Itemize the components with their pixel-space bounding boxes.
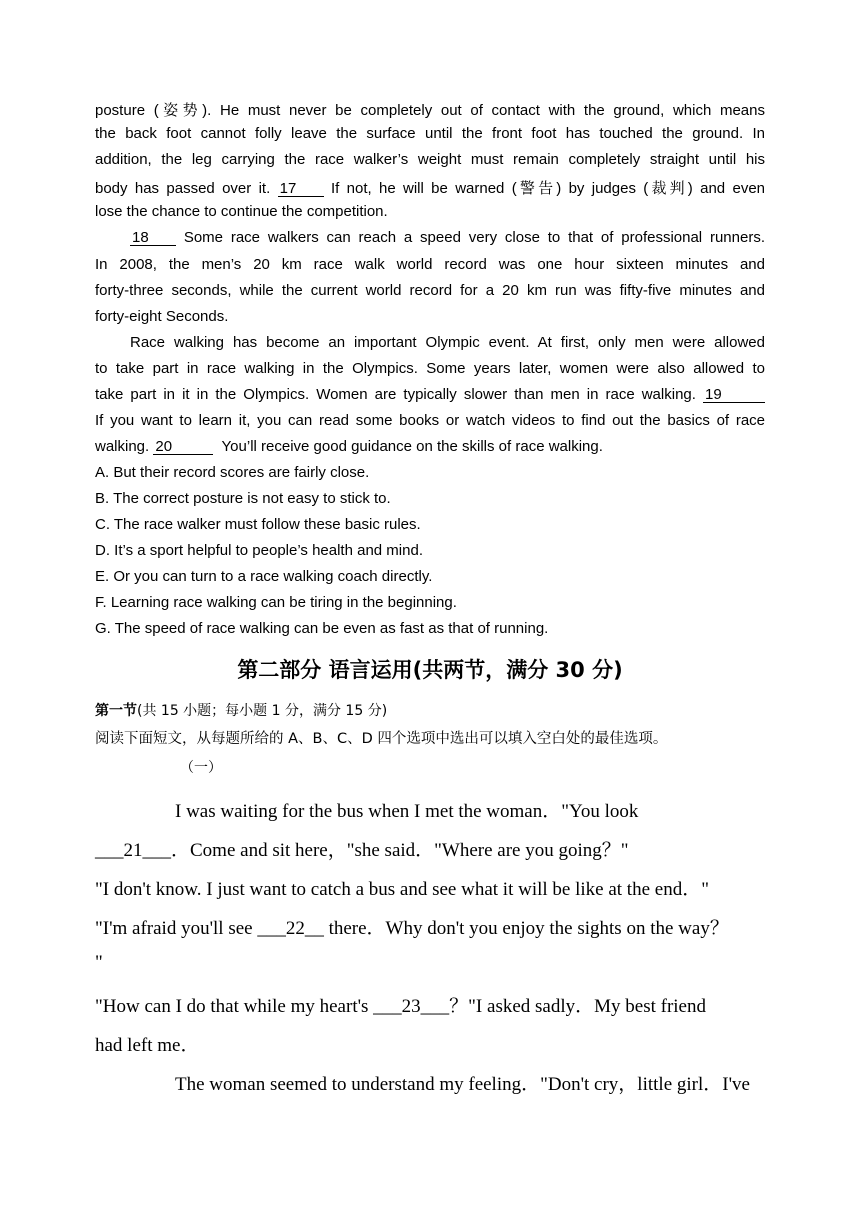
passage-number: （一） bbox=[180, 760, 222, 776]
option-a: A. But their record scores are fairly close. bbox=[95, 464, 370, 481]
passage-line bbox=[95, 386, 765, 403]
answer-blank-18: 18 bbox=[130, 231, 176, 246]
section-label: 第一节 bbox=[95, 703, 137, 719]
story-line: had left me． bbox=[95, 1035, 200, 1056]
answer-blank-17: 17 bbox=[278, 182, 324, 197]
passage-line: the back foot cannot folly leave the surface until the front foot has touched the ground. In bbox=[95, 125, 765, 142]
passage-text: body has passed over it. bbox=[95, 180, 271, 197]
passage-line: posture (姿势). He must never be completely out of contact with the ground, which means bbox=[95, 102, 765, 119]
passage-line bbox=[95, 229, 765, 246]
section-heading bbox=[95, 700, 387, 720]
story-line bbox=[95, 835, 629, 862]
story-text: ．Come and sit here，"she said．"Where are you going？" bbox=[171, 840, 629, 861]
passage-text: Some race walkers can reach a speed very close to that of professional runners. bbox=[183, 229, 765, 246]
answer-blank-21: ___21___ bbox=[95, 840, 171, 861]
answer-blank-19: 19 bbox=[703, 388, 765, 403]
passage-line bbox=[95, 177, 765, 198]
passage-text: take part in it in the Olympics. Women are typically slower than men in race walking. bbox=[95, 386, 696, 403]
story-text: "I'm afraid you'll see bbox=[95, 918, 258, 939]
passage-line: addition, the leg carrying the race walker’s weight must remain completely straight until his bbox=[95, 151, 765, 168]
passage-line: In 2008, the men’s 20 km race walk world record was one hour sixteen minutes and bbox=[95, 256, 765, 273]
instructions: 阅读下面短文，从每题所给的 A、B、C、D 四个选项中选出可以填入空白处的最佳选项。 bbox=[95, 731, 668, 747]
answer-blank-22: ___22__ bbox=[257, 918, 324, 939]
story-line: "I don't know. I just want to catch a bus and see what it will be like at the end．" bbox=[95, 879, 709, 900]
option-g: G. The speed of race walking can be even as fast as that of running. bbox=[95, 620, 549, 637]
passage-line: If you want to learn it, you can read some books or watch videos to find out the basics of race bbox=[95, 412, 765, 429]
story-line bbox=[95, 913, 729, 940]
answer-blank-23: ___23___ bbox=[373, 996, 450, 1017]
option-f: F. Learning race walking can be tiring in the beginning. bbox=[95, 594, 457, 611]
option-d: D. It’s a sport helpful to people’s health and mind. bbox=[95, 542, 423, 559]
story-line: " bbox=[95, 952, 103, 973]
passage-line: forty-three seconds, while the current world record for a 20 km run was fifty-five minutes and bbox=[95, 282, 765, 299]
passage-text: walking. bbox=[95, 438, 150, 455]
story-line bbox=[95, 991, 706, 1018]
answer-blank-20: 20 bbox=[153, 440, 213, 455]
story-line: The woman seemed to understand my feeling．"Don't cry，little girl．I've bbox=[175, 1074, 750, 1095]
passage-text: If not, he will be warned (警告) by judges (裁判) and even bbox=[330, 180, 766, 197]
passage-line: lose the chance to continue the competition. bbox=[95, 203, 388, 220]
story-line: I was waiting for the bus when I met the woman．"You look bbox=[175, 801, 639, 822]
story-text: "How can I do that while my heart's bbox=[95, 996, 374, 1017]
option-b: B. The correct posture is not easy to stick to. bbox=[95, 490, 391, 507]
passage-line: forty-eight Seconds. bbox=[95, 308, 229, 325]
story-text: ？"I asked sadly．My best friend bbox=[449, 996, 706, 1017]
section-scoring: (共 15 小题；每小题 1 分，满分 15 分) bbox=[137, 703, 388, 719]
option-c: C. The race walker must follow these basic rules. bbox=[95, 516, 421, 533]
passage-line: Race walking has become an important Olympic event. At first, only men were allowed bbox=[130, 334, 765, 351]
passage-line: to take part in race walking in the Olympics. Some years later, women were also allowed to bbox=[95, 360, 765, 377]
passage-line bbox=[95, 438, 765, 455]
option-e: E. Or you can turn to a race walking coach directly. bbox=[95, 568, 433, 585]
story-text: there．Why don't you enjoy the sights on the way？ bbox=[323, 918, 729, 939]
part-title: 第二部分 语言运用(共两节，满分 30 分) bbox=[237, 658, 623, 682]
passage-text: You’ll receive good guidance on the skills of race walking. bbox=[221, 438, 603, 455]
